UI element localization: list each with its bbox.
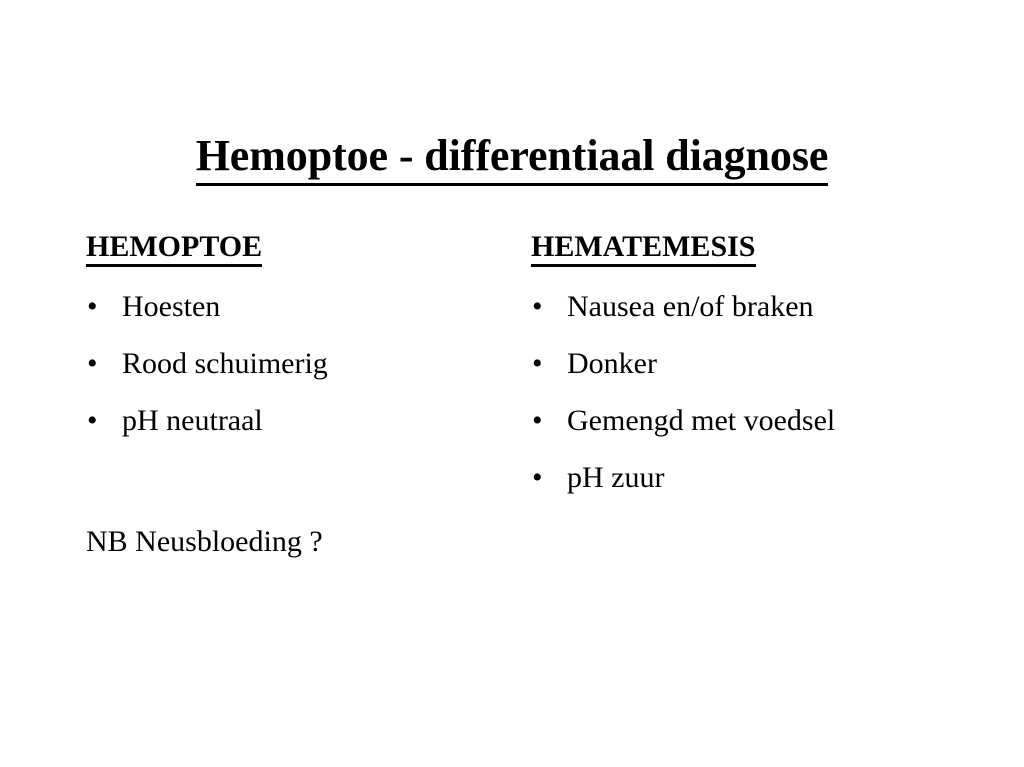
column-heading-hematemesis-text: HEMATEMESIS [531, 232, 756, 267]
list-item [86, 335, 506, 392]
list-item-label: Nausea en/of braken [567, 290, 814, 323]
list-item-label: Gemengd met voedsel [567, 404, 836, 437]
list-item [531, 278, 991, 335]
page-title [0, 133, 1024, 185]
list-item-label: Donker [567, 347, 657, 380]
column-hematemesis [531, 232, 991, 506]
note-neusbloeding: NB Neusbloeding ? [86, 525, 323, 558]
bullet-list-hemoptoe [86, 278, 506, 449]
bullet-icon: • [87, 290, 98, 323]
page-title-text: Hemoptoe - differentiaal diagnose [196, 133, 829, 185]
bullet-icon: • [87, 347, 98, 380]
list-item [531, 392, 991, 449]
list-item [531, 335, 991, 392]
bullet-icon: • [532, 404, 543, 437]
list-item [531, 449, 991, 506]
content-columns [0, 232, 1024, 652]
list-item-label: pH neutraal [122, 404, 263, 437]
column-heading-hemoptoe [86, 232, 506, 270]
bullet-icon: • [532, 290, 543, 323]
column-heading-hemoptoe-text: HEMOPTOE [86, 232, 262, 267]
column-heading-hematemesis [531, 232, 991, 270]
list-item-label: Rood schuimerig [122, 347, 328, 380]
list-item [86, 278, 506, 335]
bullet-icon: • [532, 347, 543, 380]
list-item-label: pH zuur [567, 461, 665, 494]
column-hemoptoe [86, 232, 506, 449]
list-item [86, 392, 506, 449]
list-item-label: Hoesten [122, 290, 221, 323]
bullet-list-hematemesis [531, 278, 991, 506]
bullet-icon: • [532, 461, 543, 494]
bullet-icon: • [87, 404, 98, 437]
